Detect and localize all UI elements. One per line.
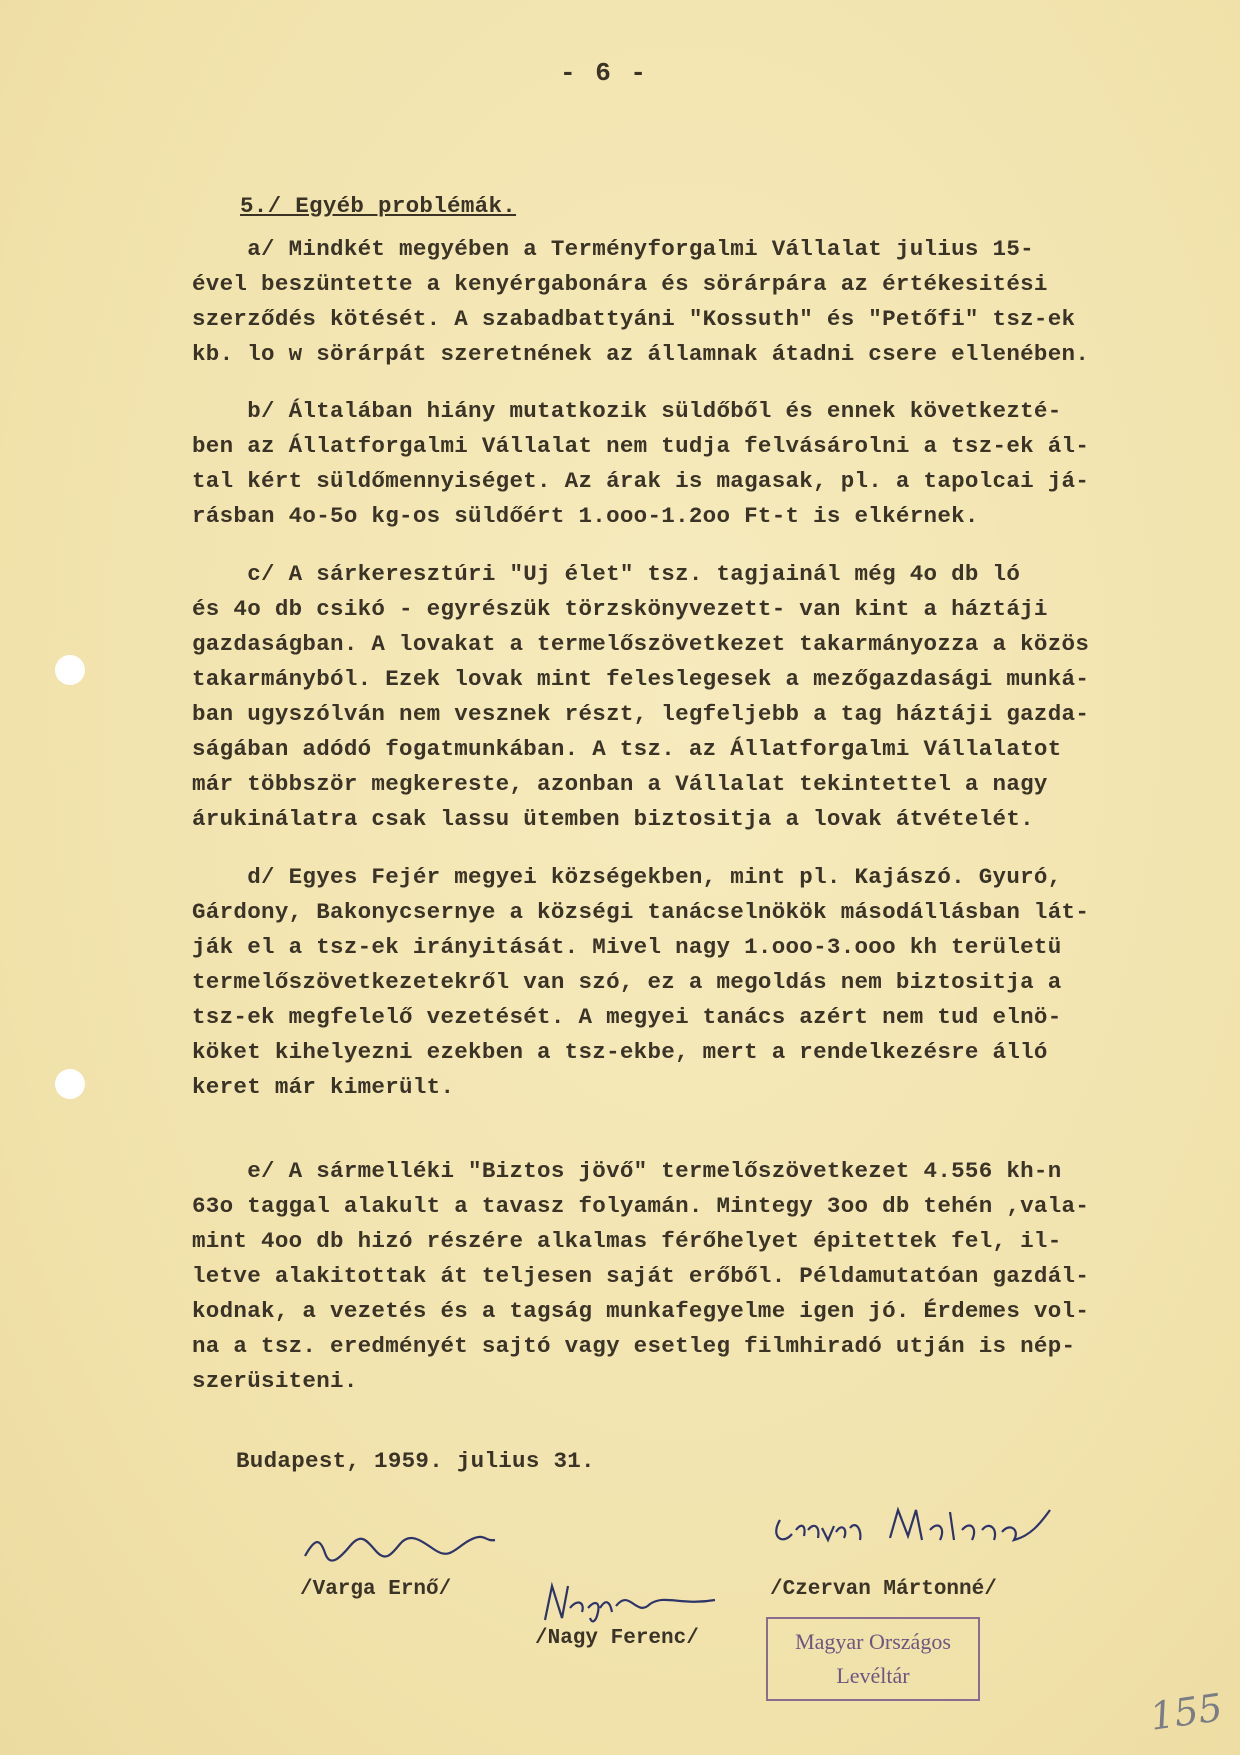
text-line: ben az Állatforgalmi Vállalat nem tudja felvásárolni a tsz-ek ál-: [192, 433, 1090, 459]
text-line: árukinálatra csak lassu ütemben biztositja a lovak átvételét.: [192, 806, 1034, 832]
page-number: - 6 -: [560, 58, 649, 88]
handwritten-signature-czervan: [770, 1500, 1070, 1560]
stamp-line-1: Magyar Országos: [795, 1629, 951, 1654]
text-line: rásban 4o-5o kg-os süldőért 1.ooo-1.2oo Ft-t is elkérnek.: [192, 503, 979, 529]
text-line: tsz-ek megfelelő vezetését. A megyei tanács azért nem tud elnö-: [192, 1004, 1062, 1030]
text-line: 63o taggal alakult a tavasz folyamán. Mintegy 3oo db tehén ,vala-: [192, 1193, 1090, 1219]
text-line: keret már kimerült.: [192, 1074, 455, 1100]
punch-hole: [55, 1069, 85, 1099]
text-line: kb. lo w sörárpát szeretnének az államnak átadni csere ellenében.: [192, 341, 1090, 367]
date-line: Budapest, 1959. julius 31.: [236, 1448, 595, 1474]
text-line: mint 4oo db hizó részére alkalmas férőhelyet épitettek fel, il-: [192, 1228, 1062, 1254]
text-line: kodnak, a vezetés és a tagság munkafegyelme igen jó. Érdemes vol-: [192, 1298, 1090, 1324]
text-line: b/ Általában hiány mutatkozik süldőből és ennek következté-: [192, 398, 1062, 424]
text-line: gazdaságban. A lovakat a termelőszövetkezet takarmányozza a közös: [192, 631, 1090, 657]
text-line: szerződés kötését. A szabadbattyáni "Kossuth" és "Petőfi" tsz-ek: [192, 306, 1076, 332]
text-line: ják el a tsz-ek irányitását. Mivel nagy 1.ooo-3.ooo kh területü: [192, 934, 1062, 960]
punch-hole: [55, 655, 85, 685]
text-line: már többször megkereste, azonban a Vállalat tekintettel a nagy: [192, 771, 1048, 797]
section-heading: 5./ Egyéb problémák.: [240, 193, 517, 219]
text-line: letve alakitottak át teljesen saját erőből. Példamutatóan gazdál-: [192, 1263, 1090, 1289]
text-line: köket kihelyezni ezekben a tsz-ekbe, mert a rendelkezésre álló: [192, 1039, 1048, 1065]
text-line: tal kért süldőmennyiséget. Az árak is magasak, pl. a tapolcai já-: [192, 468, 1090, 494]
text-line: szerüsiteni.: [192, 1368, 358, 1394]
stamp-line-2: Levéltár: [836, 1663, 910, 1688]
handwritten-signature-varga: [300, 1528, 500, 1568]
text-line: Gárdony, Bakonycsernye a községi tanácselnökök másodállásban lát-: [192, 899, 1090, 925]
text-line: termelőszövetkezetekről van szó, ez a megoldás nem biztositja a: [192, 969, 1062, 995]
text-line: c/ A sárkeresztúri "Uj élet" tsz. tagjainál még 4o db ló: [192, 561, 1021, 587]
text-line: d/ Egyes Fejér megyei községekben, mint pl. Kajászó. Gyuró,: [192, 864, 1062, 890]
text-line: e/ A sármelléki "Biztos jövő" termelőszövetkezet 4.556 kh-n: [192, 1158, 1062, 1184]
archive-stamp: [766, 1617, 980, 1701]
text-line: na a tsz. eredményét sajtó vagy esetleg filmhiradó utján is nép-: [192, 1333, 1076, 1359]
text-line: a/ Mindkét megyében a Terményforgalmi Vállalat julius 15-: [192, 236, 1034, 262]
text-line: ban ugyszólván nem vesznek részt, legfeljebb a tag háztáji gazda-: [192, 701, 1090, 727]
text-line: ével beszüntette a kenyérgabonára és sörárpára az értékesitési: [192, 271, 1048, 297]
archive-number: 155: [1147, 1685, 1226, 1739]
text-line: ságában adódó fogatmunkában. A tsz. az Állatforgalmi Vállalatot: [192, 736, 1062, 762]
text-line: és 4o db csikó - egyrészük törzskönyvezett- van kint a háztáji: [192, 596, 1048, 622]
signature-name-varga: /Varga Ernő/: [300, 1578, 452, 1601]
text-line: takarmányból. Ezek lovak mint feleslegesek a mezőgazdasági munká-: [192, 666, 1090, 692]
signature-name-czervan: /Czervan Mártonné/: [770, 1578, 997, 1601]
handwritten-signature-nagy: [540, 1578, 720, 1628]
signature-name-nagy: /Nagy Ferenc/: [535, 1627, 699, 1650]
